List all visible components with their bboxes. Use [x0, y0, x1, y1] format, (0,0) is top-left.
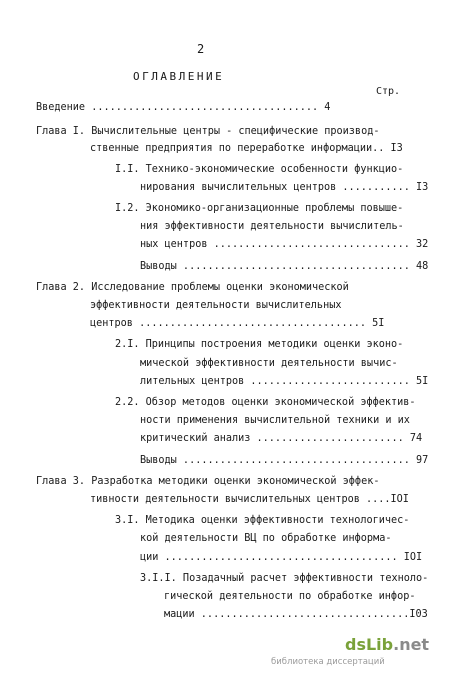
toc-line: Глава 2. Исследование проблемы оценки экономической: [36, 282, 349, 293]
page-column-label: Стр.: [376, 86, 401, 97]
toc-line: I.I. Технико-экономические особенности функцио-: [115, 164, 404, 175]
toc-line: 2.2. Обзор методов оценки экономической эффектив-: [115, 397, 416, 408]
toc-line: 3.I.I. Позадачный расчет эффективности техноло-: [140, 573, 429, 584]
toc-line: ния эффективности деятельности вычислитель-: [140, 221, 404, 232]
toc-line: эффективности деятельности вычислительных: [90, 300, 342, 311]
toc-line: нирования вычислительных центров ........... I3: [140, 182, 429, 193]
toc-line: лительных центров .......................... 5I: [140, 376, 429, 387]
toc-line: I.2. Экономико-организационные проблемы повыше-: [115, 203, 404, 214]
toc-line: кой деятельности ВЦ по обработке информа-: [140, 533, 392, 544]
watermark-logo: [345, 635, 429, 654]
watermark-subtitle: библиотека диссертаций: [271, 657, 385, 667]
toc-line: мации ..................................I03: [164, 609, 428, 620]
toc-line: ности применения вычислительной техники и их: [140, 415, 410, 426]
toc-line: тивности деятельности вычислительных центров ....IOI: [90, 494, 409, 505]
toc-line: Выводы ..................................... 48: [140, 261, 429, 272]
watermark: [271, 635, 430, 667]
toc-line: Глава I. Вычислительные центры - специфические производ-: [36, 126, 380, 137]
toc-line: ции ...................................... IOI: [140, 552, 423, 563]
toc-line: мической эффективности деятельности вычис-: [140, 358, 398, 369]
toc-line: Выводы ..................................... 97: [140, 455, 429, 466]
page-number: 2: [197, 42, 205, 56]
toc-line: 2.I. Принципы построения методики оценки эконо-: [115, 339, 404, 350]
toc-line: центров ..................................... 5I: [90, 318, 385, 329]
watermark-logo-main: dsLib: [345, 635, 394, 654]
toc-line: критический анализ ........................ 74: [140, 433, 423, 444]
toc-line: гической деятельности по обработке инфор-: [164, 591, 416, 602]
toc-line: Введение ..................................... 4: [36, 102, 331, 113]
toc-line: ственные предприятия по переработке информации.. I3: [90, 143, 403, 154]
watermark-logo-tld: .net: [393, 635, 430, 654]
toc-line: Глава 3. Разработка методики оценки экономической эффек-: [36, 476, 380, 487]
toc-line: ных центров ................................ 32: [140, 239, 429, 250]
toc-heading: ОГЛАВЛЕНИЕ: [133, 70, 225, 83]
toc-line: 3.I. Методика оценки эффективности технологичес-: [115, 515, 410, 526]
